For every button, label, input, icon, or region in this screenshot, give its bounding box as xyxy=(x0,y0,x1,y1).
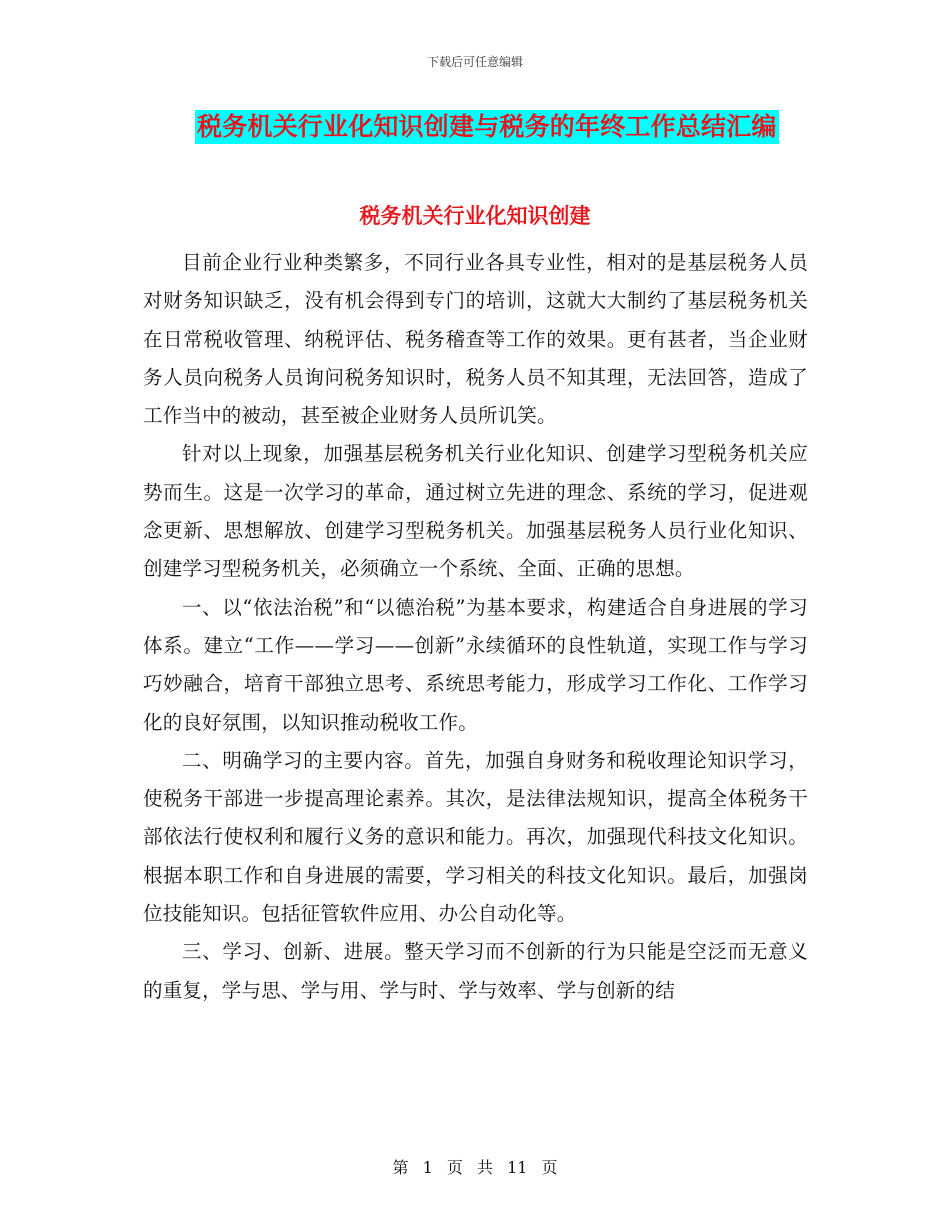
section-title: 税务机关行业化知识创建 xyxy=(359,203,591,228)
paragraph: 目前企业行业种类繁多，不同行业各具专业性，相对的是基层税务人员对财务知识缺乏，没有机会得到专门的培训，这就大大制约了基层税务机关在日常税收管理、纳税评估、税务稽查等工作的效果。更有甚者，当企业财务人员向税务人员询问税务知识时，税务人员不知其理，无法回答，造成了工作当中的被动，甚至被企业财务人员所讥笑。 xyxy=(143,251,808,428)
footer-suffix: 页 xyxy=(541,1158,558,1177)
document-title: 税务机关行业化知识创建与税务的年终工作总结汇编 xyxy=(195,110,779,144)
page-footer xyxy=(0,1155,950,1178)
footer-total-word: 共 xyxy=(476,1158,493,1177)
paragraph: 二、明确学习的主要内容。首先，加强自身财务和税收理论知识学习，使税务干部进一步提高理论素养。其次，是法律法规知识，提高全体税务干部依法行使权利和履行义务的意识和能力。再次，加强现代科技文化知识。根据本职工作和自身进展的需要，学习相关的科技文化知识。最后，加强岗位技能知识。包括征管软件应用、办公自动化等。 xyxy=(143,748,808,926)
page-header-note: 下载后可任意编辑 xyxy=(426,55,523,69)
footer-prefix: 第 xyxy=(392,1158,409,1177)
footer-current-page: 1 xyxy=(422,1158,433,1177)
footer-page-word: 页 xyxy=(446,1158,463,1177)
paragraph: 一、以“依法治税”和“以德治税”为基本要求，构建适合自身进展的学习体系。建立“工作——学习——创新”永续循环的良性轨道，实现工作与学习巧妙融合，培育干部独立思考、系统思考能力，形成学习工作化、工作学习化的良好氛围，以知识推动税收工作。 xyxy=(143,595,808,734)
paragraph: 针对以上现象，加强基层税务机关行业化知识、创建学习型税务机关应势而生。这是一次学习的革命，通过树立先进的理念、系统的学习，促进观念更新、思想解放、创建学习型税务机关。加强基层税务人员行业化知识、创建学习型税务机关，必须确立一个系统、全面、正确的思想。 xyxy=(143,442,808,581)
footer-total-pages: 11 xyxy=(507,1158,528,1177)
paragraph: 三、学习、创新、进展。整天学习而不创新的行为只能是空泛而无意义的重复，学与思、学与用、学与时、学与效率、学与创新的结 xyxy=(143,940,808,1002)
document-body xyxy=(143,244,808,1010)
